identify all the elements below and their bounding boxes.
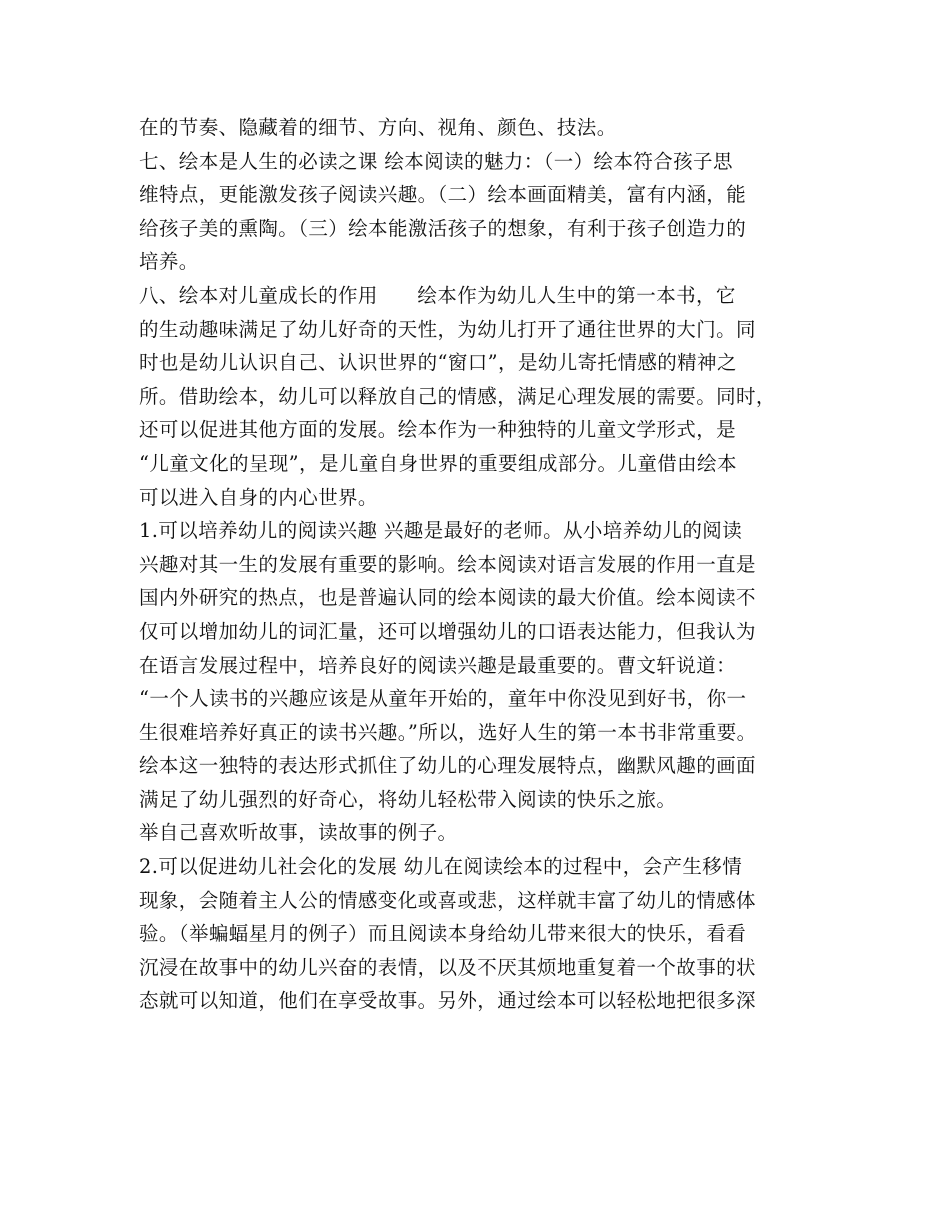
text-line: 生很难培养好真正的读书兴趣。”所以，选好人生的第一本书非常重要。: [139, 720, 757, 744]
text-line: 培养。: [139, 250, 199, 274]
text-line: 时也是幼儿认识自己、认识世界的“窗口”，是幼儿寄托情感的精神之: [139, 351, 737, 375]
text-line: 2.可以促进幼儿社会化的发展 幼儿在阅读绘本的过程中，会产生移情: [139, 855, 743, 879]
text-line: 现象，会随着主人公的情感变化或喜或悲，这样就丰富了幼儿的情感体: [139, 888, 756, 912]
text-line: “一个人读书的兴趣应该是从童年开始的，童年中你没见到好书，你一: [139, 687, 747, 711]
text-line: 国内外研究的热点，也是普遍认同的绘本阅读的最大价值。绘本阅读不: [139, 586, 756, 610]
text-line: 八、绘本对儿童成长的作用 绘本作为幼儿人生中的第一本书，它: [139, 283, 736, 307]
text-line: 在语言发展过程中，培养良好的阅读兴趣是最重要的。曹文轩说道：: [139, 653, 737, 677]
text-line: 1.可以培养幼儿的阅读兴趣 兴趣是最好的老师。从小培养幼儿的阅读: [139, 519, 743, 543]
text-line: 态就可以知道，他们在享受故事。另外，通过绘本可以轻松地把很多深: [139, 989, 756, 1013]
text-line: 给孩子美的熏陶。（三）绘本能激活孩子的想象，有利于孩子创造力的: [139, 216, 747, 240]
text-line: 兴趣对其一生的发展有重要的影响。绘本阅读对语言发展的作用一直是: [139, 552, 756, 576]
text-line: 的生动趣味满足了幼儿好奇的天性，为幼儿打开了通往世界的大门。同: [139, 317, 756, 341]
text-line: 维特点，更能激发孩子阅读兴趣。（二）绘本画面精美，富有内涵，能: [139, 183, 747, 207]
text-line: 还可以促进其他方面的发展。绘本作为一种独特的儿童文学形式，是: [139, 418, 737, 442]
document-body: [139, 111, 829, 1018]
text-line: 所。借助绘本，幼儿可以释放自己的情感，满足心理发展的需要。同时，: [139, 384, 776, 408]
text-line: 满足了幼儿强烈的好奇心，将幼儿轻松带入阅读的快乐之旅。: [139, 787, 677, 811]
text-line: 绘本这一独特的表达形式抓住了幼儿的心理发展特点，幽默风趣的画面: [139, 754, 756, 778]
text-line: 沉浸在故事中的幼儿兴奋的表情，以及不厌其烦地重复着一个故事的状: [139, 955, 756, 979]
text-line: 在的节奏、隐藏着的细节、方向、视角、颜色、技法。: [139, 116, 617, 139]
text-line: 仅可以增加幼儿的词汇量，还可以增强幼儿的口语表达能力，但我认为: [139, 619, 756, 643]
text-line: 举自己喜欢听故事，读故事的例子。: [139, 821, 458, 845]
text-line: 可以进入自身的内心世界。: [139, 485, 378, 509]
text-line: “儿童文化的呈现”，是儿童自身世界的重要组成部分。儿童借由绘本: [139, 451, 737, 475]
text-line: 七、绘本是人生的必读之课 绘本阅读的魅力：（一）绘本符合孩子思: [139, 149, 733, 173]
text-line: 验。（举蝙蝠星月的例子）而且阅读本身给幼儿带来很大的快乐，看看: [139, 922, 747, 946]
